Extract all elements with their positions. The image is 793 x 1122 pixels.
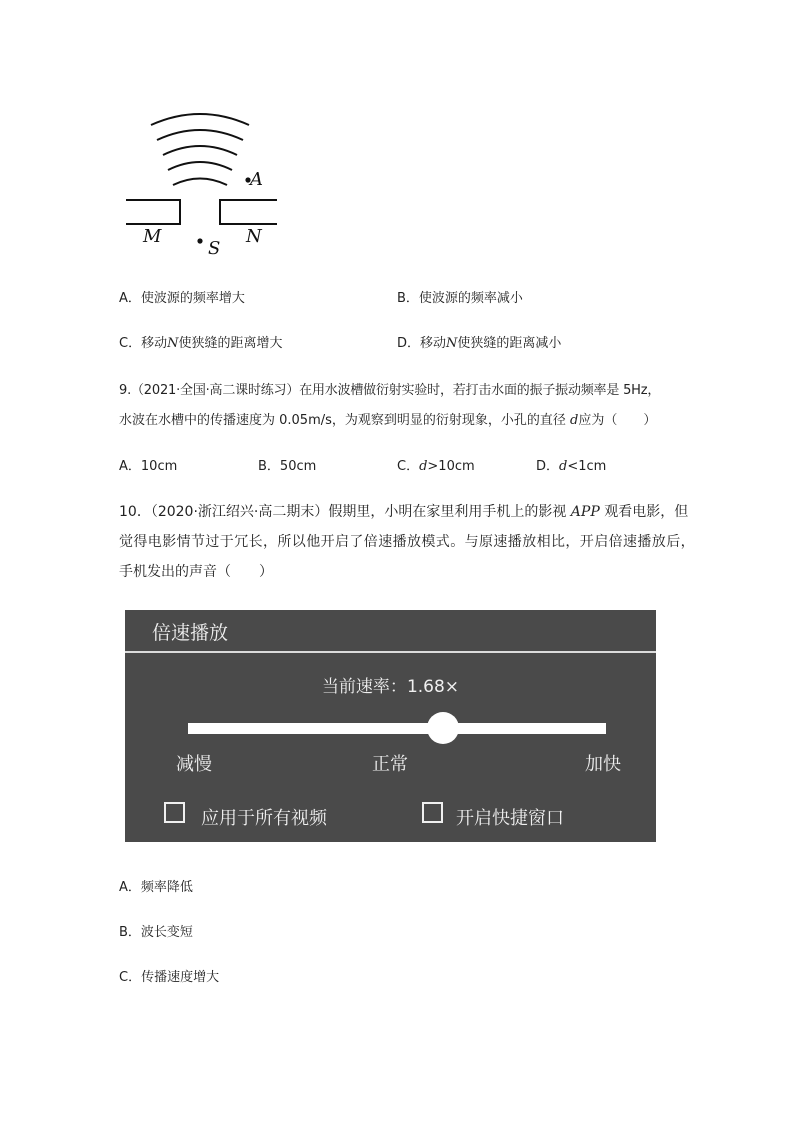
q9-stem-line2: 水波在水槽中的传播速度为 0.05m/s，为观察到明显的衍射现象，小孔的直径 d应为（ ）: [119, 413, 657, 428]
quick-window-label: 开启快捷窗口: [456, 808, 564, 829]
label-n: N: [246, 226, 262, 247]
q10-stem-line2: 觉得电影情节过于冗长，所以他开启了倍速播放模式。与原速播放相比，开启倍速播放后，: [119, 534, 695, 550]
normal-label: 正常: [372, 754, 408, 775]
wave-front-1: [173, 179, 227, 186]
q9-option-a: A．10cm: [119, 459, 178, 474]
label-s: S: [208, 238, 221, 259]
q8-option-b: B．使波源的频率减小: [397, 291, 523, 306]
diffraction-diagram: [118, 100, 288, 265]
rate-unit: ×: [444, 677, 460, 697]
speed-slider-track[interactable]: [188, 723, 606, 734]
q8-option-a: A．使波源的频率增大: [119, 291, 245, 306]
quick-window-checkbox[interactable]: [422, 802, 443, 823]
plate-m: [126, 200, 180, 224]
rate-value: 1.68: [406, 677, 445, 697]
q10-stem-line1: 10．（2020·浙江绍兴·高二期末）假期里，小明在家里利用手机上的影视 APP 观看电影，但: [119, 504, 689, 520]
apply-all-checkbox[interactable]: [164, 802, 185, 823]
q10-option-a: A．频率降低: [119, 880, 193, 895]
current-rate: [125, 672, 656, 697]
wave-front-5: [151, 114, 249, 125]
wave-front-2: [168, 162, 232, 170]
q10-option-b: B．波长变短: [119, 925, 193, 940]
q9-option-d: D．d<1cm: [536, 459, 607, 474]
apply-all-label: 应用于所有视频: [201, 808, 327, 829]
q9-option-c: C．d>10cm: [397, 459, 475, 474]
q9-stem-line1: 9.（2021·全国·高二课时练习）在用水波槽做衍射实验时，若打击水面的振子振动频率是 5Hz，: [119, 383, 661, 398]
label-m: M: [143, 226, 162, 247]
wave-front-4: [157, 130, 243, 140]
playback-speed-panel: [125, 610, 656, 842]
q10-stem-line3: 手机发出的声音（ ）: [119, 564, 273, 580]
rate-label: 当前速率：: [321, 677, 407, 697]
slower-label: 减慢: [176, 754, 212, 775]
speed-slider-handle[interactable]: [427, 712, 459, 744]
label-a: A: [250, 169, 263, 190]
panel-title: 倍速播放: [152, 622, 229, 644]
panel-header: [125, 610, 656, 653]
plate-n: [220, 200, 277, 224]
q9-option-b: B．50cm: [258, 459, 317, 474]
q10-option-c: C．传播速度增大: [119, 970, 220, 985]
q8-option-c: C．移动N使狭缝的距离增大: [119, 336, 283, 351]
point-s-dot: [197, 238, 202, 243]
faster-label: 加快: [585, 754, 621, 775]
wave-front-3: [163, 146, 237, 155]
q8-option-d: D．移动N使狭缝的距离减小: [397, 336, 562, 351]
